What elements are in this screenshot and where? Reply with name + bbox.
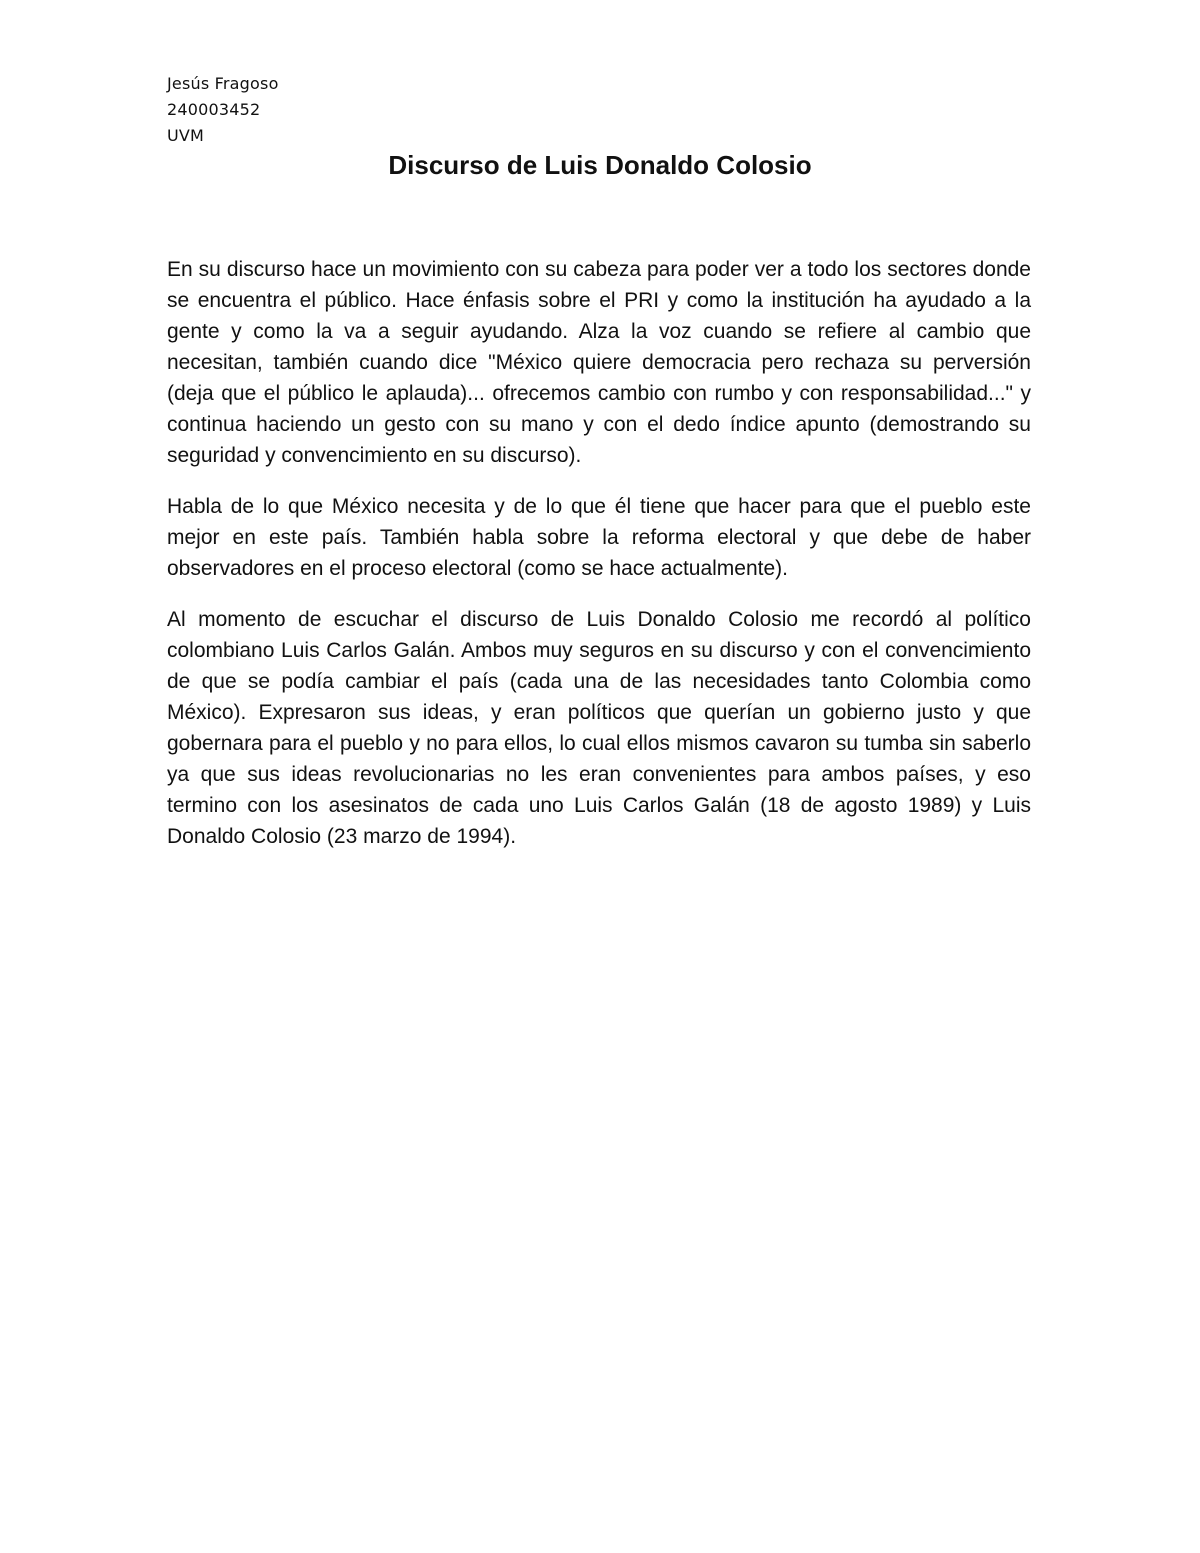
document-body (167, 254, 1031, 872)
author-name: Jesús Fragoso (167, 74, 279, 93)
student-id: 240003452 (167, 100, 261, 119)
paragraph-3: Al momento de escuchar el discurso de Luis Donaldo Colosio me recordó al político colombiano Luis Carlos Galán. Ambos muy seguros en su discurso y con el convencimiento de que se podía cambiar el país (cada una de las necesidades tanto Colombia como México). Expresaron sus ideas, y eran políticos que querían un gobierno justo y que gobernara para el pueblo y no para ellos, lo cual ellos mismos cavaron su tumba sin saberlo ya que sus ideas revolucionarias no les eran convenientes para ambos países, y eso termino con los asesinatos de cada uno Luis Carlos Galán (18 de agosto 1989) y Luis Donaldo Colosio (23 marzo de 1994). (167, 608, 1031, 848)
institution-name: UVM (167, 126, 205, 145)
paragraph-2: Habla de lo que México necesita y de lo que él tiene que hacer para que el pueblo este mejor en este país. También habla sobre la reforma electoral y que debe de haber observadores en el proceso electoral (como se hace actualmente). (167, 495, 1031, 580)
author-header (167, 71, 279, 149)
document-title: Discurso de Luis Donaldo Colosio (388, 150, 812, 180)
paragraph-1: En su discurso hace un movimiento con su cabeza para poder ver a todo los sectores donde se encuentra el público. Hace énfasis sobre el PRI y como la institución ha ayudado a la gente y como la va a seguir ayudando. Alza la voz cuando se refiere al cambio que necesitan, también cuando dice "México quiere democracia pero rechaza su perversión (deja que el público le aplauda)... ofrecemos cambio con rumbo y con responsabilidad..." y continua haciendo un gesto con su mano y con el dedo índice apunto (demostrando su seguridad y convencimiento en su discurso). (167, 258, 1031, 467)
